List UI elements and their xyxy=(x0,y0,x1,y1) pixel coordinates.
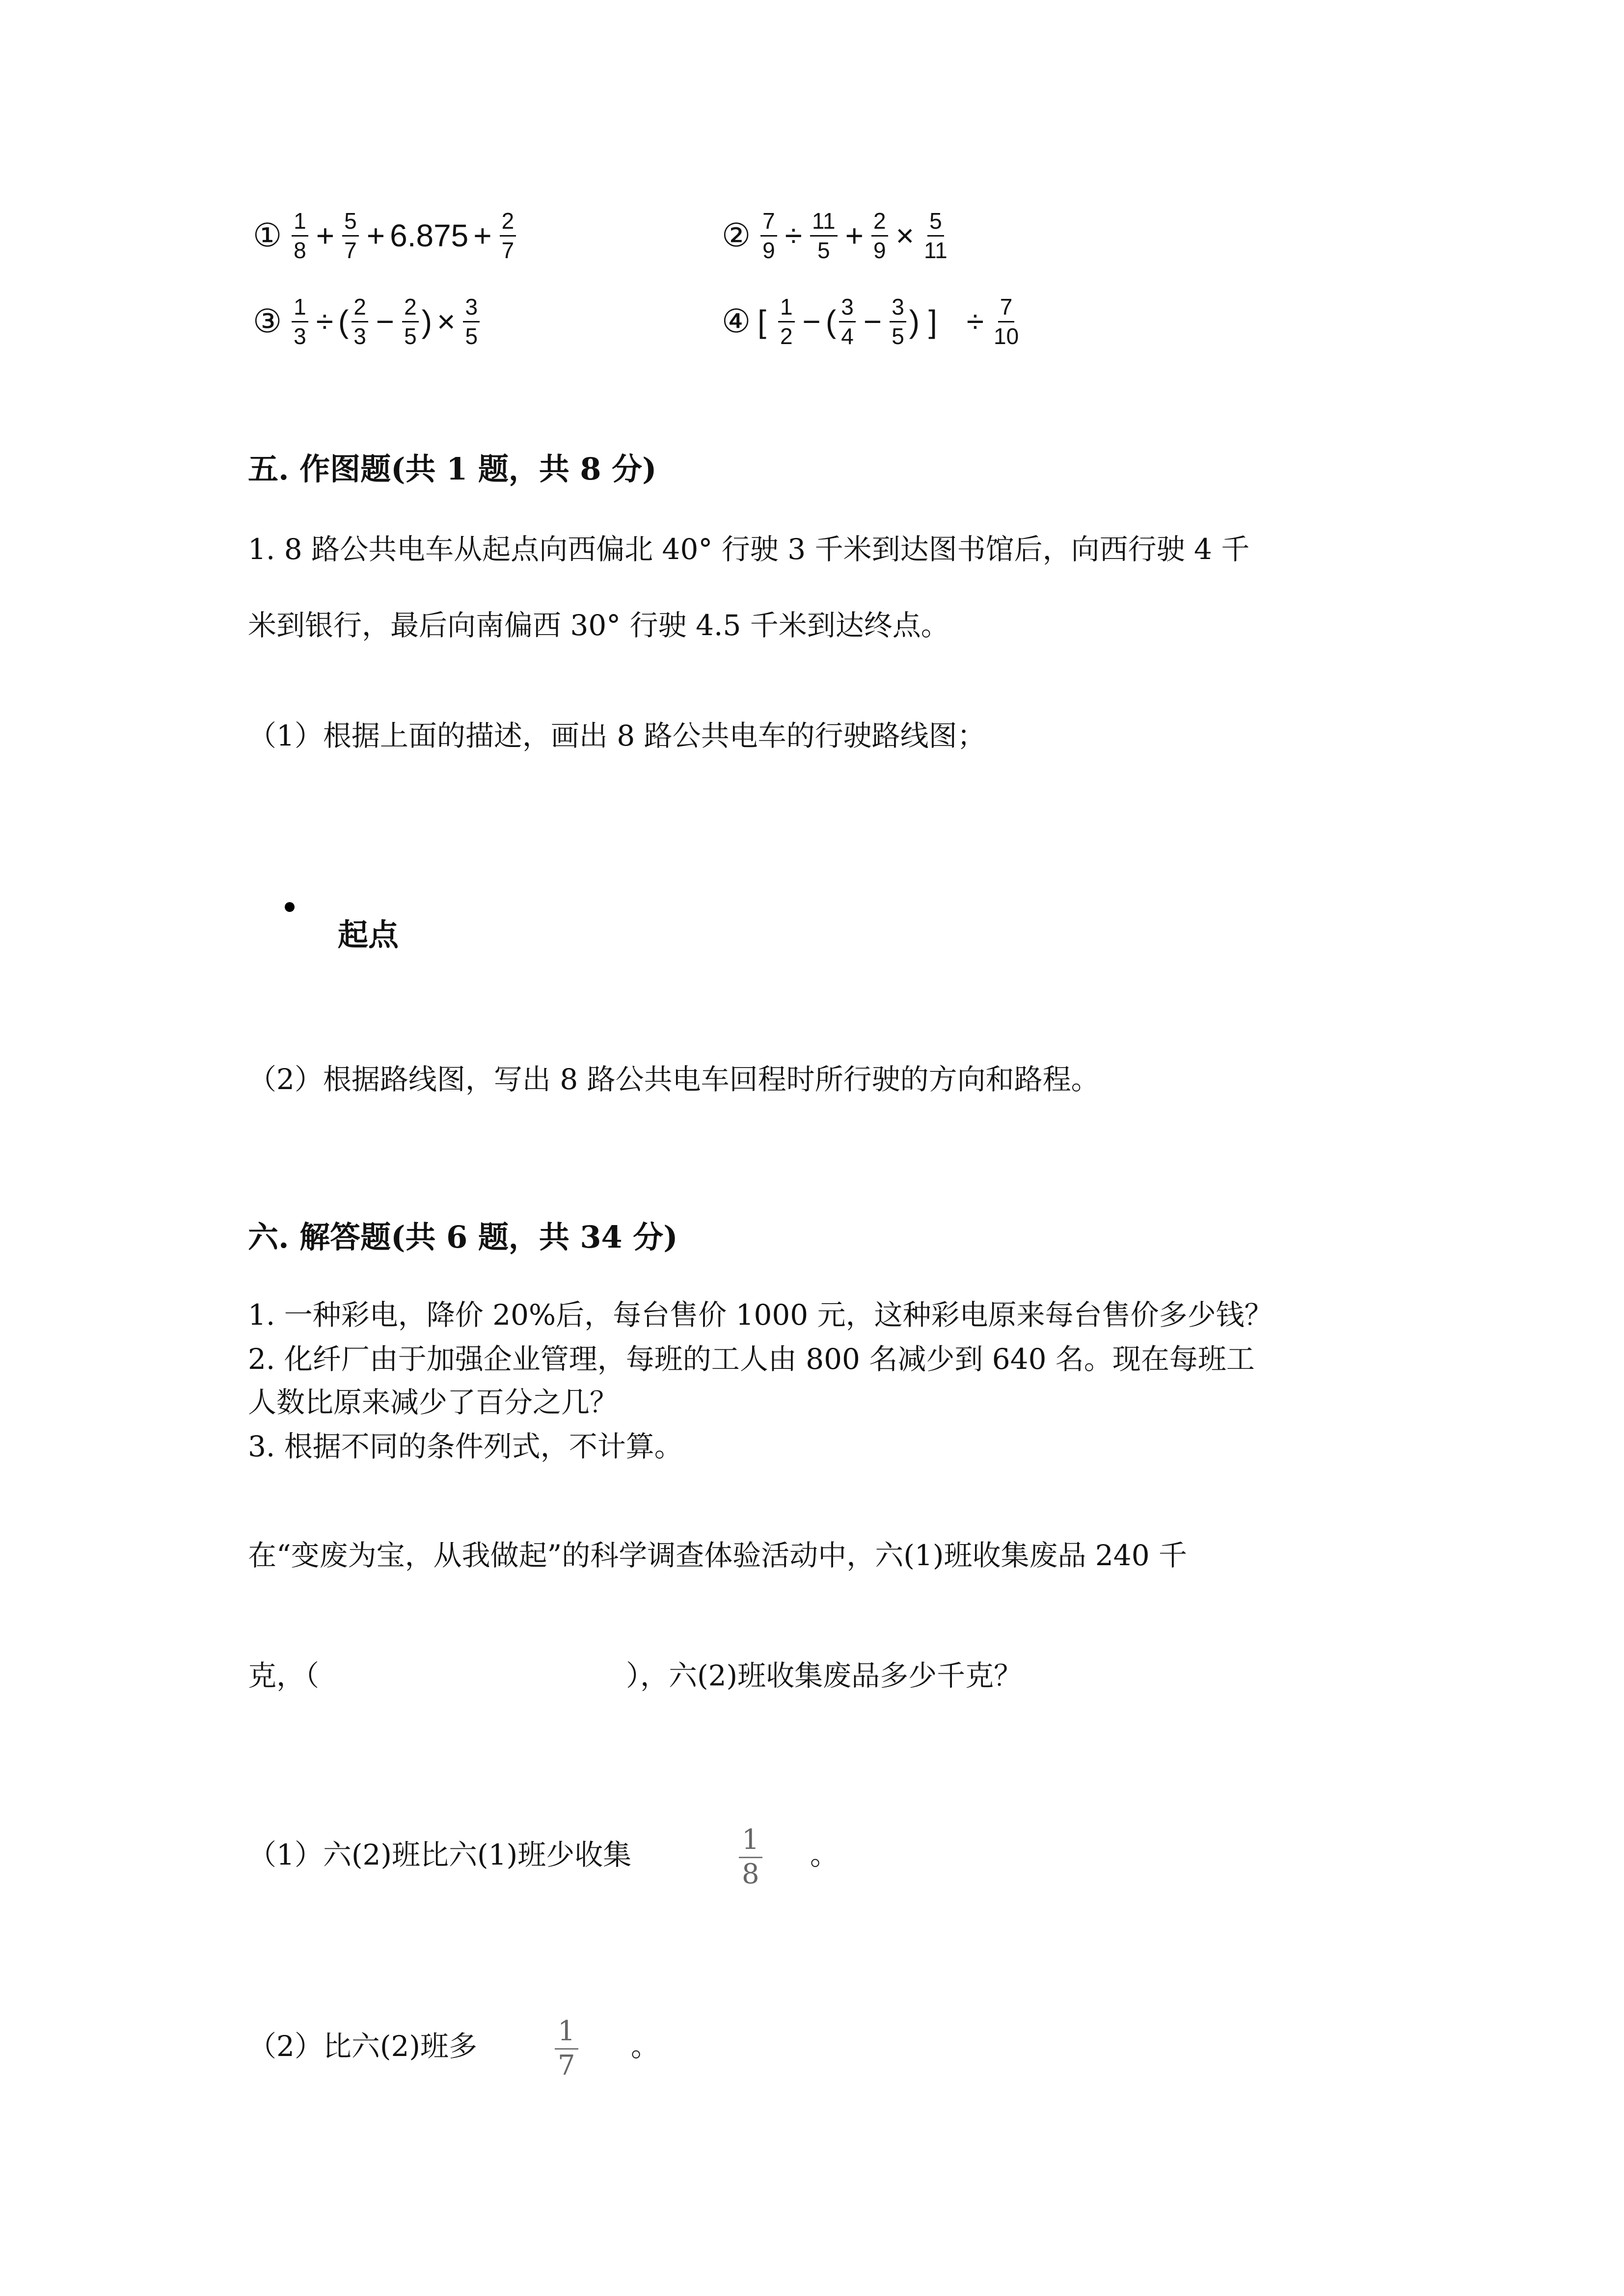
fraction: $\frac{1}{8}$ xyxy=(292,209,308,262)
fraction: $\frac{1}{2}$ xyxy=(778,295,795,348)
fraction: $\frac{11}{5}$ xyxy=(810,209,838,262)
fraction: $\frac{2}{9}$ xyxy=(871,209,888,262)
fraction: $\frac{2}{5}$ xyxy=(402,295,419,348)
s6-question-3: 3. 根据不同的条件列式，不计算。 xyxy=(248,1430,683,1463)
expression-2: ② $\frac{7}{9}$ ÷ $\frac{11}{5}$ + $\frac{2}{9}$ × $\frac{5}{11}$ xyxy=(722,199,952,272)
fraction: $\frac{7}{10}$ xyxy=(994,294,1019,349)
s6-q3-context-line-2a: 克，（ xyxy=(248,1659,320,1692)
s5-question-1-line-1: 1. 8 路公共电车从起点向西偏北 40° 行驶 3 千米到达图书馆后，向西行驶 4 千 xyxy=(248,533,1250,566)
s6-q3-context-line-1: 在“变废为宝，从我做起”的科学调查体验活动中，六(1)班收集废品 240 千 xyxy=(248,1539,1188,1572)
s6-q3-context-line-2b: ），六(2)班收集废品多少千克？ xyxy=(626,1659,1023,1692)
fraction: $\frac{5}{11}$ xyxy=(924,208,947,263)
expression-1: ① $\frac{1}{8}$ + $\frac{5}{7}$ + 6.875 + $\frac{2}{7}$ xyxy=(253,199,519,272)
fraction: $\frac{1}{3}$ xyxy=(292,295,308,348)
fraction: $\frac{2}{7}$ xyxy=(500,209,516,262)
fraction: $\frac{5}{7}$ xyxy=(342,209,359,262)
fraction: $\frac{2}{3}$ xyxy=(352,295,368,348)
circled-marker-3: ③ xyxy=(253,302,282,340)
start-point-label: 起点 xyxy=(338,917,399,953)
start-point-dot xyxy=(285,902,295,912)
s6-question-1: 1. 一种彩电，降价 20%后，每台售价 1000 元，这种彩电原来每台售价多少钱？ xyxy=(248,1298,1273,1332)
s6-q3-blank-area[interactable] xyxy=(344,1661,619,1693)
expression-4: ④ [ $\frac{1}{2}$ − ( $\frac{3}{4}$ − $\frac{3}{5}$ ) ] ÷ $\frac{7}{10}$ xyxy=(722,285,1024,358)
condition-1-period: 。 xyxy=(810,1838,839,1871)
circled-marker-4: ④ xyxy=(722,302,751,340)
s5-question-1-line-2: 米到银行，最后向南偏西 30° 行驶 4.5 千米到达终点。 xyxy=(248,609,949,642)
condition-1-fraction: $\frac{1}{8}$ xyxy=(739,1826,762,1889)
fraction: $\frac{3}{5}$ xyxy=(890,295,906,348)
circled-marker-1: ① xyxy=(253,216,282,254)
s5-subquestion-1: （1）根据上面的描述，画出 8 路公共电车的行驶路线图； xyxy=(248,719,986,752)
condition-2-fraction: $\frac{1}{7}$ xyxy=(555,2017,578,2081)
s6-q3-condition-1: （1）六(2)班比六(1)班少收集 xyxy=(248,1838,632,1871)
section-6-heading: 六. 解答题(共 6 题，共 34 分) xyxy=(248,1219,678,1255)
s6-question-2-line-1: 2. 化纤厂由于加强企业管理，每班的工人由 800 名减少到 640 名。现在每班工 xyxy=(248,1342,1255,1376)
expression-3: ③ $\frac{1}{3}$ ÷ ( $\frac{2}{3}$ − $\frac{2}{5}$ ) × $\frac{3}{5}$ xyxy=(253,285,483,358)
fraction: $\frac{3}{4}$ xyxy=(839,295,856,348)
condition-2-period: 。 xyxy=(631,2029,660,2063)
s6-q3-condition-2: （2）比六(2)班多 xyxy=(248,2029,478,2063)
fraction: $\frac{3}{5}$ xyxy=(463,295,480,348)
fraction: $\frac{7}{9}$ xyxy=(760,209,777,262)
s5-subquestion-2: （2）根据路线图，写出 8 路公共电车回程时所行驶的方向和路程。 xyxy=(248,1063,1100,1096)
circled-marker-2: ② xyxy=(722,216,751,254)
s6-question-2-line-2: 人数比原来减少了百分之几？ xyxy=(248,1386,619,1419)
section-5-heading: 五. 作图题(共 1 题，共 8 分) xyxy=(248,451,657,487)
decimal-number: 6.875 xyxy=(390,218,469,253)
